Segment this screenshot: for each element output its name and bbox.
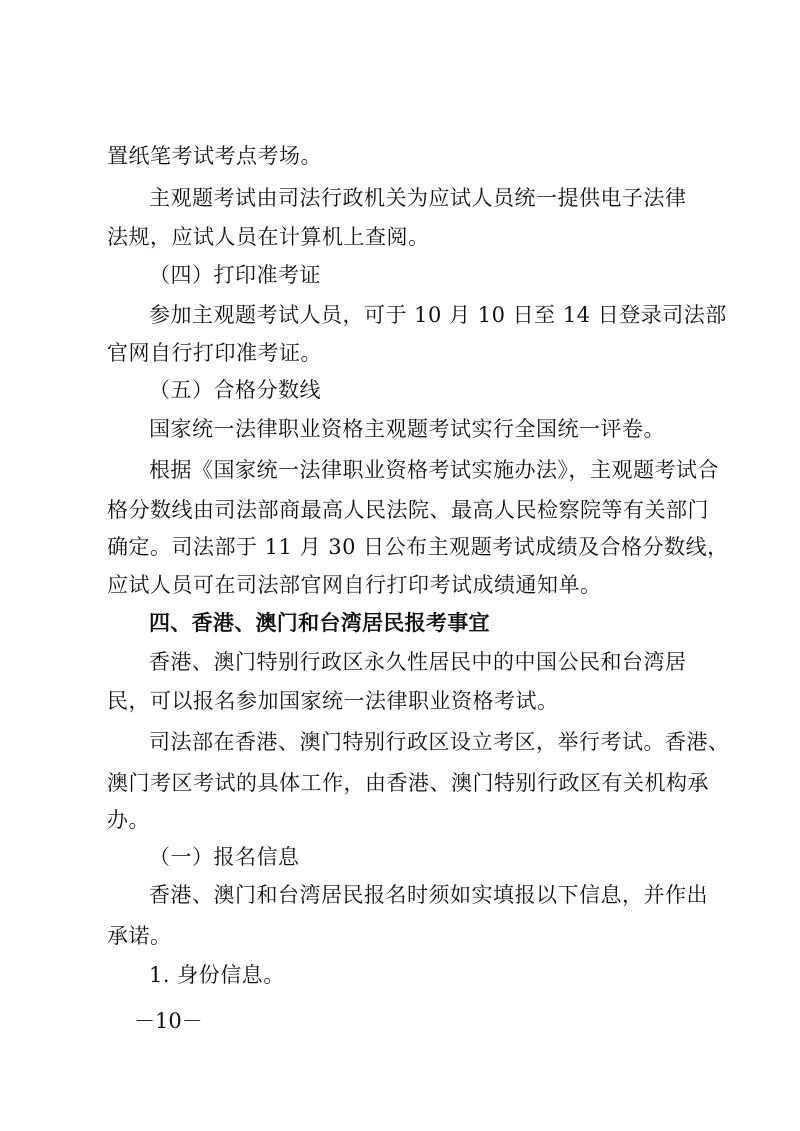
paragraph-line: 法规，应试人员在计算机上查阅。 <box>107 225 430 249</box>
paragraph-line: 司法部在香港、澳门特别行政区设立考区，举行考试。香港、 <box>149 730 730 754</box>
paragraph-line: 澳门考区考试的具体工作，由香港、澳门特别行政区有关机构承 <box>107 771 709 795</box>
paragraph-line: 格分数线由司法部商最高人民法院、最高人民检察院等有关部门 <box>107 498 709 522</box>
paragraph-line: 承诺。 <box>107 924 172 948</box>
page-number: －10－ <box>134 1009 203 1033</box>
paragraph-line: 置纸笔考试考点考场。 <box>107 144 322 168</box>
paragraph-line: 确定。司法部于 11 月 30 日公布主观题考试成绩及合格分数线， <box>107 535 729 559</box>
section-heading: 四、香港、澳门和台湾居民报考事宜 <box>149 611 490 635</box>
paragraph-line: 办。 <box>107 808 150 832</box>
paragraph-line: 官网自行打印准考证。 <box>107 341 322 365</box>
paragraph-line: 主观题考试由司法行政机关为应试人员统一提供电子法律 <box>149 186 687 210</box>
subsection-heading: （一）报名信息 <box>149 845 300 869</box>
subsection-heading: （四）打印准考证 <box>149 263 321 287</box>
paragraph-line: 民，可以报名参加国家统一法律职业资格考试。 <box>107 689 559 713</box>
paragraph-line: 香港、澳门特别行政区永久性居民中的中国公民和台湾居 <box>149 650 687 674</box>
paragraph-line: 国家统一法律职业资格主观题考试实行全国统一评卷。 <box>149 417 665 441</box>
subsection-heading: （五）合格分数线 <box>149 378 321 402</box>
paragraph-line: 应试人员可在司法部官网自行打印考试成绩通知单。 <box>107 573 602 597</box>
paragraph-line: 香港、澳门和台湾居民报名时须如实填报以下信息，并作出 <box>149 883 708 907</box>
paragraph-line: 1. 身份信息。 <box>149 963 285 987</box>
paragraph-line: 参加主观题考试人员，可于 10 月 10 日至 14 日登录司法部 <box>149 303 727 327</box>
paragraph-line: 根据《国家统一法律职业资格考试实施办法》，主观题考试合 <box>149 458 719 482</box>
